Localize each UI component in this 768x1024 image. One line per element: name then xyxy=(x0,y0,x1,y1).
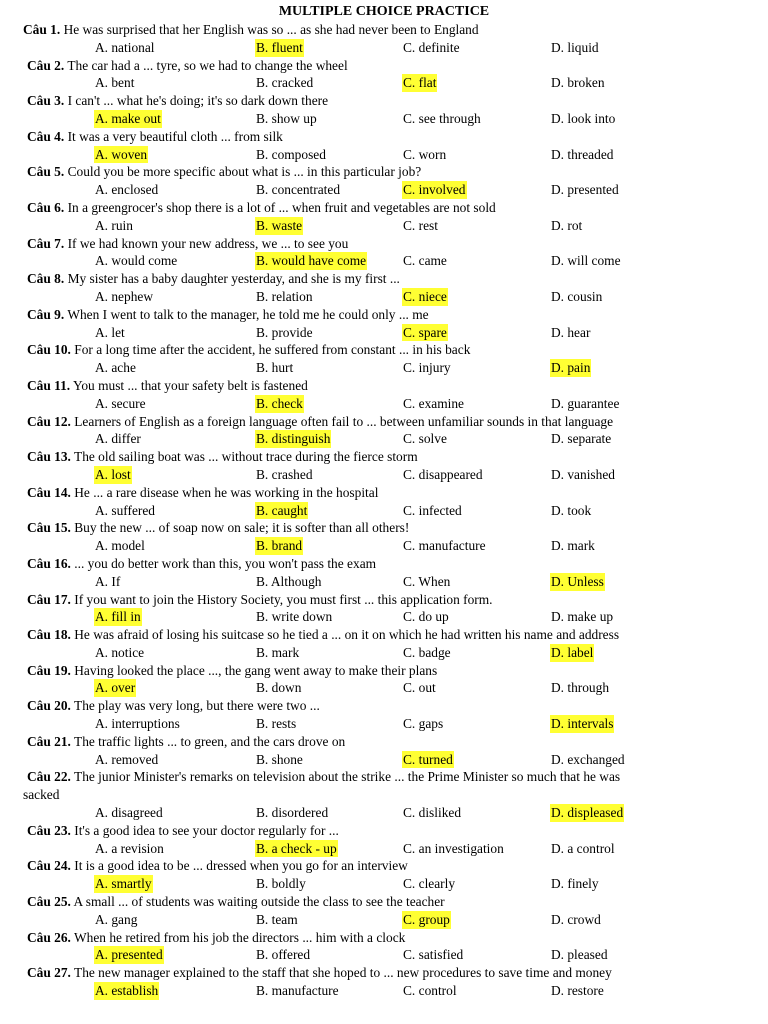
options-row xyxy=(0,751,768,769)
option-c: C. disappeared xyxy=(403,466,483,482)
option-b: B. crashed xyxy=(256,466,313,482)
option-b: B. disordered xyxy=(256,805,329,821)
option-b: B. Although xyxy=(256,573,322,589)
option-b: B. manufacture xyxy=(256,983,339,999)
question-text: Buy the new ... of soap now on sale; it is softer than all others! xyxy=(70,520,410,536)
option-d: D. vanished xyxy=(551,466,615,482)
option-b-answer: B. check xyxy=(256,395,303,411)
question-stem xyxy=(0,128,768,146)
option-b: B. mark xyxy=(256,644,300,660)
options-row xyxy=(0,911,768,929)
question-stem xyxy=(0,626,768,644)
option-c: C. injury xyxy=(403,360,451,376)
question-number: Câu 16. xyxy=(27,555,71,571)
question-text: Learners of English as a foreign language often fail to ... between unfamiliar sounds in that language xyxy=(70,413,614,429)
question-text: A small ... of students was waiting outside the class to see the teacher xyxy=(70,894,445,910)
question-stem xyxy=(0,270,768,288)
option-d: D. took xyxy=(551,502,592,518)
option-d: D. cousin xyxy=(551,288,603,304)
option-c: C. clearly xyxy=(403,876,456,892)
options-row xyxy=(0,324,768,342)
worksheet xyxy=(0,2,768,1000)
option-d: D. guarantee xyxy=(551,395,620,411)
question-text: He was surprised that her English was so ... as she had never been to England xyxy=(60,22,479,37)
options-row xyxy=(0,395,768,413)
question-number: Câu 27. xyxy=(27,965,71,981)
question-text: It is a good idea to be ... dressed when you go for an interview xyxy=(70,858,408,874)
question-text: The traffic lights ... to green, and the cars drove on xyxy=(70,733,346,749)
option-c: C. worn xyxy=(403,146,447,162)
option-a: A. disagreed xyxy=(95,805,163,821)
question-text: The play was very long, but there were two ... xyxy=(70,698,320,714)
option-c: C. do up xyxy=(403,609,449,625)
question-number: Câu 26. xyxy=(27,929,71,945)
options-row xyxy=(0,715,768,733)
question-number: Câu 13. xyxy=(27,449,71,465)
option-a: A. differ xyxy=(95,431,141,447)
options-row xyxy=(0,608,768,626)
question-number: Câu 14. xyxy=(27,484,71,500)
question-stem xyxy=(0,893,768,911)
question-number: Câu 11. xyxy=(27,377,71,393)
question-number: Câu 15. xyxy=(27,520,71,536)
option-b: B. cracked xyxy=(256,75,314,91)
option-b: B. down xyxy=(256,680,302,696)
option-c: C. an investigation xyxy=(403,840,504,856)
option-c-answer: C. involved xyxy=(403,182,466,198)
question-text: ... you do better work than this, you won't pass the exam xyxy=(70,555,377,571)
options-row xyxy=(0,74,768,92)
question-stem xyxy=(0,306,768,324)
question-stem xyxy=(0,413,768,431)
option-a: A. If xyxy=(95,573,121,589)
question-number: Câu 6. xyxy=(27,199,65,215)
option-d: D. finely xyxy=(551,876,599,892)
question-text: When he retired from his job the directors ... him with a clock xyxy=(70,929,406,945)
option-a: A. ache xyxy=(95,360,136,376)
question-number: Câu 3. xyxy=(27,93,65,109)
option-c-answer: C. group xyxy=(403,911,450,927)
option-d: D. presented xyxy=(551,182,619,198)
question-text: The junior Minister's remarks on television about the strike ... the Prime Minister so much that he was xyxy=(70,769,621,785)
option-c: C. gaps xyxy=(403,716,444,732)
question-text: It's a good idea to see your doctor regularly for ... xyxy=(70,822,339,838)
question-text: He ... a rare disease when he was working in the hospital xyxy=(70,484,379,500)
option-d: D. rot xyxy=(551,217,583,233)
option-b-answer: B. brand xyxy=(256,538,303,554)
option-b: B. boldly xyxy=(256,876,306,892)
option-a: A. secure xyxy=(95,395,146,411)
option-b: B. hurt xyxy=(256,360,294,376)
options-row xyxy=(0,946,768,964)
option-d: D. liquid xyxy=(551,39,599,55)
question-stem xyxy=(0,662,768,680)
option-c: C. came xyxy=(403,253,447,269)
option-c: C. out xyxy=(403,680,436,696)
option-a: A. interruptions xyxy=(95,716,180,732)
question-number: Câu 7. xyxy=(27,235,65,251)
question-number: Câu 22. xyxy=(27,769,71,785)
options-row xyxy=(0,644,768,662)
question-text: The car had a ... tyre, so we had to change the wheel xyxy=(64,57,348,73)
option-d-answer: D. displeased xyxy=(551,805,624,821)
option-a: A. model xyxy=(95,538,145,554)
question-stem xyxy=(0,697,768,715)
option-c: C. see through xyxy=(403,110,481,126)
option-a-answer: A. lost xyxy=(95,466,131,482)
question-stem xyxy=(0,57,768,75)
question-text: In a greengrocer's shop there is a lot of ... when fruit and vegetables are not sold xyxy=(64,199,496,215)
question-number: Câu 1. xyxy=(23,22,61,37)
option-b: B. shone xyxy=(256,751,303,767)
option-a: A. enclosed xyxy=(95,182,159,198)
options-row xyxy=(0,537,768,555)
option-d: D. make up xyxy=(551,609,614,625)
options-row xyxy=(0,430,768,448)
option-b-answer: B. would have come xyxy=(256,253,367,269)
option-d-answer: D. Unless xyxy=(551,573,604,589)
question-stem xyxy=(0,555,768,573)
question-text: He was afraid of losing his suitcase so he tied a ... on it on which he had written his name and address xyxy=(70,627,620,643)
option-d: D. a control xyxy=(551,840,615,856)
option-d: D. threaded xyxy=(551,146,614,162)
options-row xyxy=(0,573,768,591)
option-a: A. a revision xyxy=(95,840,164,856)
question-number: Câu 19. xyxy=(27,662,71,678)
page-title: MULTIPLE CHOICE PRACTICE xyxy=(278,4,490,19)
question-number: Câu 18. xyxy=(27,627,71,643)
question-text: The new manager explained to the staff that she hoped to ... new procedures to save time and money xyxy=(70,965,612,981)
options-row xyxy=(0,679,768,697)
option-d: D. will come xyxy=(551,253,621,269)
option-b: B. provide xyxy=(256,324,313,340)
option-a-answer: A. over xyxy=(95,680,136,696)
question-text-continued: sacked xyxy=(23,787,60,803)
question-stem xyxy=(0,822,768,840)
option-a: A. removed xyxy=(95,751,159,767)
options-row xyxy=(0,217,768,235)
question-number: Câu 17. xyxy=(27,591,71,607)
question-stem xyxy=(0,484,768,502)
option-d: D. separate xyxy=(551,431,612,447)
option-b: B. rests xyxy=(256,716,297,732)
question-stem xyxy=(0,377,768,395)
option-c: C. infected xyxy=(403,502,462,518)
options-row xyxy=(0,840,768,858)
option-d-answer: D. pain xyxy=(551,360,591,376)
question-number: Câu 12. xyxy=(27,413,71,429)
question-text: For a long time after the accident, he suffered from constant ... in his back xyxy=(70,342,471,358)
question-text: My sister has a baby daughter yesterday, and she is my first ... xyxy=(64,271,400,287)
option-a-answer: A. make out xyxy=(95,110,161,126)
option-d: D. exchanged xyxy=(551,751,625,767)
question-stem xyxy=(0,341,768,359)
question-list xyxy=(0,21,768,1000)
question-number: Câu 21. xyxy=(27,733,71,749)
option-a-answer: A. establish xyxy=(95,983,159,999)
question-text: I can't ... what he's doing; it's so dark down there xyxy=(64,93,329,109)
option-d: D. restore xyxy=(551,983,604,999)
option-b: B. team xyxy=(256,911,298,927)
question-stem xyxy=(0,92,768,110)
question-number: Câu 9. xyxy=(27,306,65,322)
question-stem xyxy=(0,733,768,751)
question-text: When I went to talk to the manager, he told me he could only ... me xyxy=(64,306,429,322)
question-text: You must ... that your safety belt is fastened xyxy=(70,377,308,393)
question-text: Having looked the place ..., the gang went away to make their plans xyxy=(70,662,438,678)
options-row xyxy=(0,875,768,893)
option-c: C. disliked xyxy=(403,805,462,821)
question-number: Câu 23. xyxy=(27,822,71,838)
options-row xyxy=(0,252,768,270)
option-a: A. suffered xyxy=(95,502,155,518)
option-b: B. show up xyxy=(256,110,317,126)
option-c: C. manufacture xyxy=(403,538,486,554)
option-b: B. relation xyxy=(256,288,313,304)
option-c: C. badge xyxy=(403,644,451,660)
option-c-answer: C. flat xyxy=(403,75,437,91)
question-text: Could you be more specific about what is ... in this particular job? xyxy=(64,164,422,180)
option-a: A. gang xyxy=(95,911,138,927)
option-c: C. control xyxy=(403,983,457,999)
option-b: B. offered xyxy=(256,947,311,963)
option-a: A. would come xyxy=(95,253,178,269)
option-b-answer: B. waste xyxy=(256,217,303,233)
option-c-answer: C. spare xyxy=(403,324,447,340)
option-d: D. mark xyxy=(551,538,595,554)
options-row xyxy=(0,502,768,520)
option-d: D. through xyxy=(551,680,610,696)
option-a: A. national xyxy=(95,39,155,55)
option-c-answer: C. turned xyxy=(403,751,453,767)
option-b-answer: B. distinguish xyxy=(256,431,331,447)
options-row xyxy=(0,359,768,377)
option-d: D. broken xyxy=(551,75,605,91)
question-number: Câu 2. xyxy=(27,57,65,73)
question-stem xyxy=(0,964,768,982)
option-c: C. examine xyxy=(403,395,464,411)
option-b-answer: B. fluent xyxy=(256,39,303,55)
question-stem xyxy=(0,448,768,466)
options-row xyxy=(0,288,768,306)
question-number: Câu 20. xyxy=(27,698,71,714)
question-stem xyxy=(0,235,768,253)
options-row xyxy=(0,466,768,484)
question-stem xyxy=(0,199,768,217)
options-row xyxy=(0,110,768,128)
option-a-answer: A. fill in xyxy=(95,609,141,625)
option-a: A. let xyxy=(95,324,125,340)
question-stem xyxy=(0,929,768,947)
option-d: D. hear xyxy=(551,324,591,340)
options-row xyxy=(0,39,768,57)
question-number: Câu 4. xyxy=(27,128,65,144)
option-c: C. rest xyxy=(403,217,438,233)
option-c-answer: C. niece xyxy=(403,288,447,304)
options-row xyxy=(0,181,768,199)
option-c: C. definite xyxy=(403,39,460,55)
question-text: The old sailing boat was ... without trace during the fierce storm xyxy=(70,449,418,465)
question-stem xyxy=(0,21,768,39)
option-c: C. When xyxy=(403,573,451,589)
option-a: A. nephew xyxy=(95,288,154,304)
option-b: B. composed xyxy=(256,146,326,162)
question-number: Câu 24. xyxy=(27,858,71,874)
option-a: A. ruin xyxy=(95,217,133,233)
question-stem xyxy=(0,519,768,537)
option-d-answer: D. label xyxy=(551,644,594,660)
question-text: If you want to join the History Society, you must first ... this application form. xyxy=(70,591,493,607)
question-number: Câu 10. xyxy=(27,342,71,358)
option-a-answer: A. smartly xyxy=(95,876,152,892)
question-text: It was a very beautiful cloth ... from silk xyxy=(64,128,283,144)
option-d-answer: D. intervals xyxy=(551,716,614,732)
question-number: Câu 25. xyxy=(27,894,71,910)
question-stem xyxy=(0,591,768,609)
option-b-answer: B. a check - up xyxy=(256,840,337,856)
option-b: B. concentrated xyxy=(256,182,341,198)
question-number: Câu 5. xyxy=(27,164,65,180)
option-a-answer: A. woven xyxy=(95,146,148,162)
option-d: D. crowd xyxy=(551,911,601,927)
option-d: D. pleased xyxy=(551,947,608,963)
option-d: D. look into xyxy=(551,110,616,126)
options-row xyxy=(0,804,768,822)
question-stem xyxy=(0,163,768,181)
question-number: Câu 8. xyxy=(27,271,65,287)
option-c: C. satisfied xyxy=(403,947,464,963)
option-a: A. notice xyxy=(95,644,145,660)
question-text: If we had known your new address, we ... to see you xyxy=(64,235,349,251)
option-b: B. write down xyxy=(256,609,333,625)
options-row xyxy=(0,982,768,1000)
option-a-answer: A. presented xyxy=(95,947,163,963)
question-stem xyxy=(0,768,768,786)
option-c: C. solve xyxy=(403,431,447,447)
option-b-answer: B. caught xyxy=(256,502,308,518)
question-stem xyxy=(0,857,768,875)
option-a: A. bent xyxy=(95,75,135,91)
options-row xyxy=(0,146,768,164)
